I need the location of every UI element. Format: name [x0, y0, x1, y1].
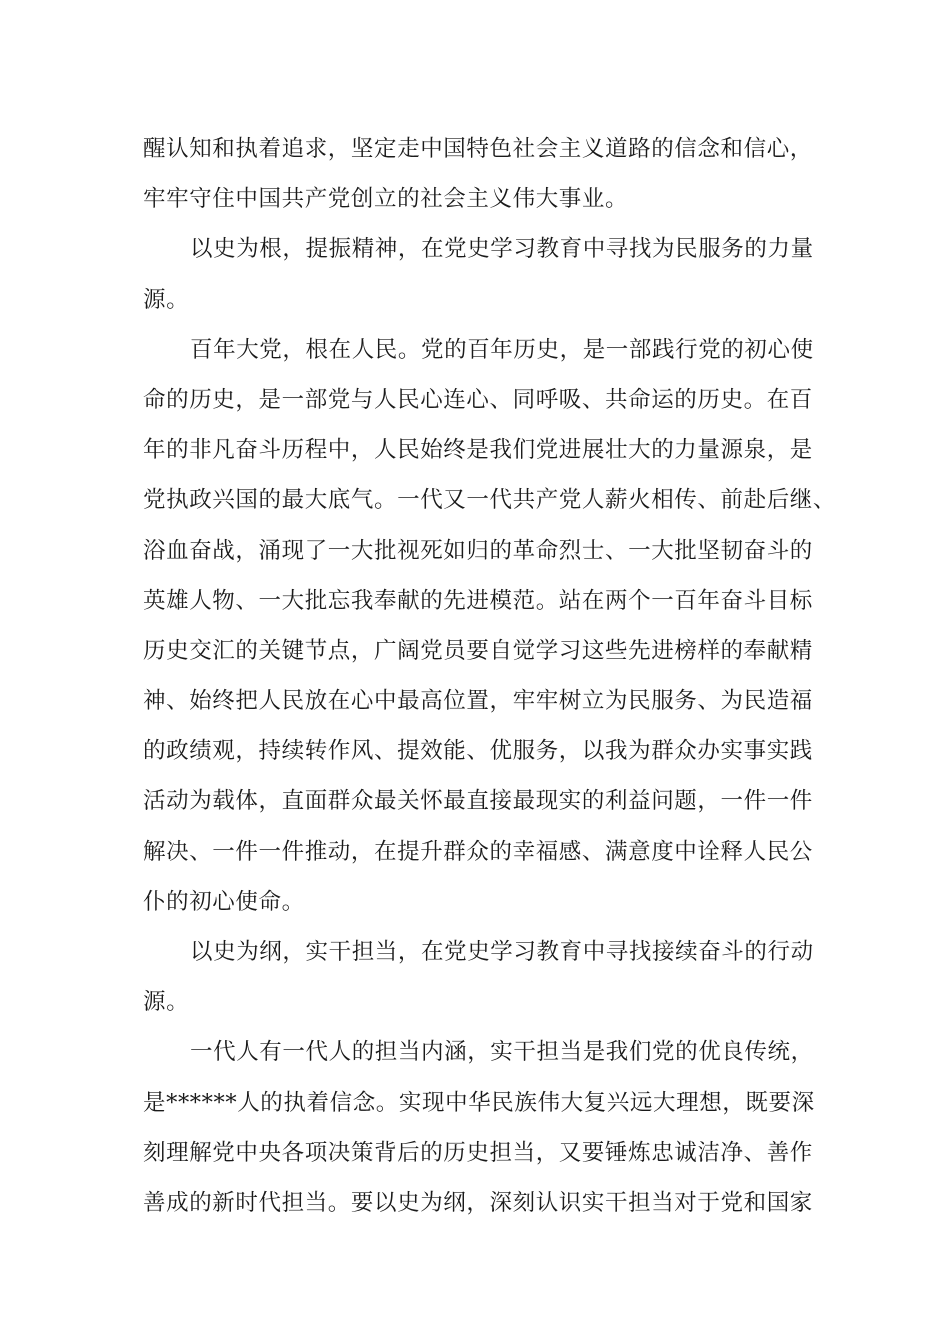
document-body — [143, 124, 837, 1228]
text-line: 命的历史，是一部党与人民心连心、同呼吸、共命运的历史。在百 — [143, 386, 813, 413]
text-line: 神、始终把人民放在心中最高位置，牢牢树立为民服务、为民造福 — [143, 688, 813, 715]
text-line: 解决、一件一件推动，在提升群众的幸福感、满意度中诠释人民公 — [143, 838, 813, 865]
text-line: 的政绩观，持续转作风、提效能、优服务，以我为群众办实事实践 — [143, 738, 813, 765]
text-line: 活动为载体，直面群众最关怀最直接最现实的利益问题，一件一件 — [143, 788, 813, 815]
text-line: 年的非凡奋斗历程中，人民始终是我们党进展壮大的力量源泉，是 — [143, 437, 813, 464]
section-heading-line: 源。 — [143, 286, 190, 313]
paragraph-first-line: 一代人有一代人的担当内涵，实干担当是我们党的优良传统， — [190, 1039, 814, 1066]
text-line: 醒认知和执着追求，坚定走中国特色社会主义道路的信念和信心， — [143, 136, 813, 162]
text-line: 善成的新时代担当。要以史为纲，深刻认识实干担当对于党和国家 — [143, 1189, 813, 1216]
section-heading-line: 以史为根，提振精神，在党史学习教育中寻找为民服务的力量 — [190, 236, 814, 263]
text-line: 仆的初心使命。 — [143, 888, 305, 915]
paragraph-first-line: 百年大党，根在人民。党的百年历史，是一部践行党的初心使 — [190, 336, 814, 363]
text-line: 英雄人物、一大批忘我奉献的先进模范。站在两个一百年奋斗目标 — [143, 587, 813, 614]
section-heading-line: 源。 — [143, 989, 190, 1016]
text-line: 是******人的执着信念。实现中华民族伟大复兴远大理想，既要深 — [143, 1089, 815, 1116]
text-line: 历史交汇的关键节点，广阔党员要自觉学习这些先进榜样的奉献精 — [143, 637, 813, 664]
text-line: 党执政兴国的最大底气。一代又一代共产党人薪火相传、前赴后继、 — [143, 487, 837, 514]
text-line: 牢牢守住中国共产党创立的社会主义伟大事业。 — [143, 186, 629, 213]
section-heading-line: 以史为纲，实干担当，在党史学习教育中寻找接续奋斗的行动 — [190, 939, 814, 965]
text-line: 浴血奋战，涌现了一大批视死如归的革命烈士、一大批坚韧奋斗的 — [143, 537, 813, 564]
text-line: 刻理解党中央各项决策背后的历史担当，又要锤炼忠诚洁净、善作 — [143, 1139, 813, 1166]
